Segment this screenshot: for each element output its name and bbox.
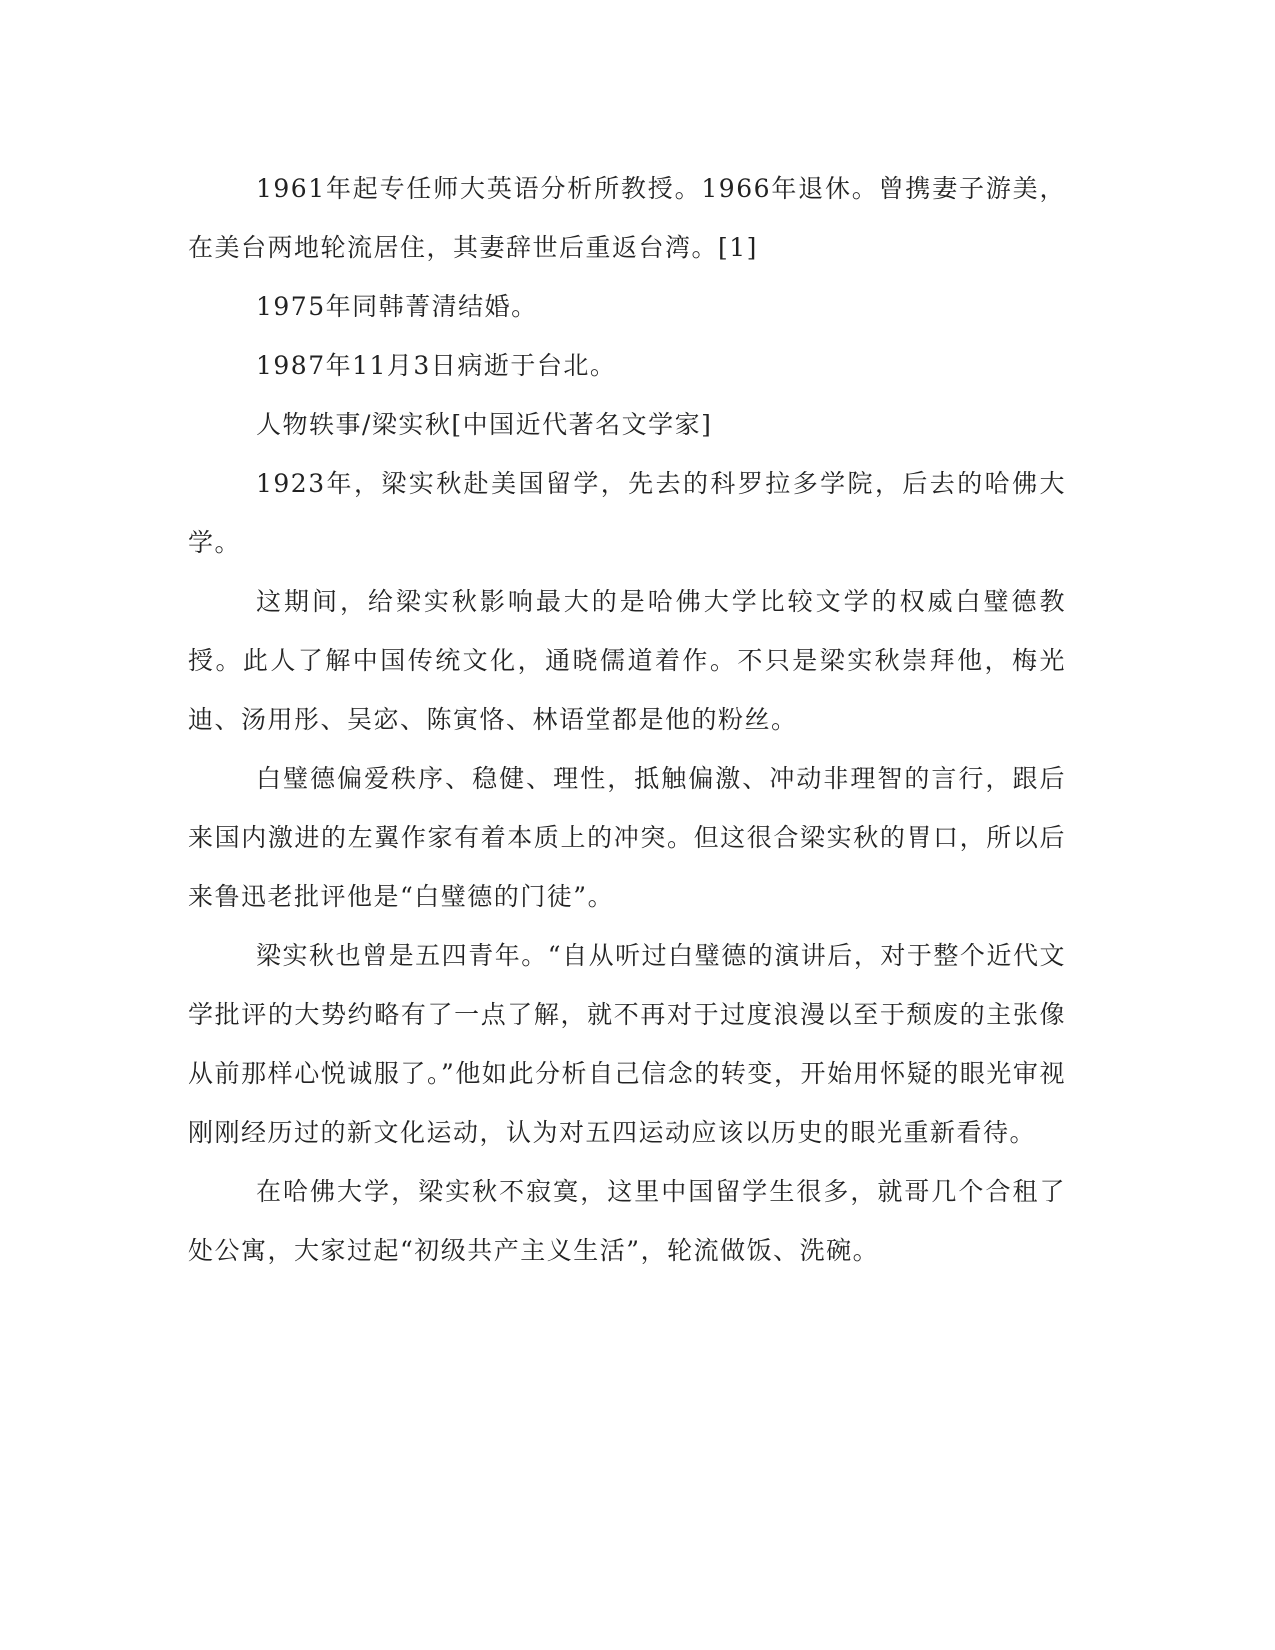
paragraph-harvard-life: 在哈佛大学，梁实秋不寂寞，这里中国留学生很多，就哥几个合租了处公寓，大家过起“初级共产主义生活”，轮流做饭、洗碗。	[188, 1177, 1066, 1265]
paragraph-death: 1987年11月3日病逝于台北。	[256, 351, 617, 380]
paragraph-babbitt-influence: 这期间，给梁实秋影响最大的是哈佛大学比较文学的权威白璧德教授。此人了解中国传统文化，通晓儒道着作。不只是梁实秋崇拜他，梅光迪、汤用彤、吴宓、陈寅恪、林语堂都是他的粉丝。	[188, 587, 1066, 734]
paragraph-babbitt-views: 白璧德偏爱秩序、稳健、理性，抵触偏激、冲动非理智的言行，跟后来国内激进的左翼作家有着本质上的冲突。但这很合梁实秋的胃口，所以后来鲁迅老批评他是“白璧德的门徒”。	[188, 764, 1066, 911]
paragraph-marriage: 1975年同韩菁清结婚。	[256, 292, 538, 321]
paragraph-study-abroad: 1923年，梁实秋赴美国留学，先去的科罗拉多学院，后去的哈佛大学。	[188, 469, 1066, 557]
paragraph-may-fourth: 梁实秋也曾是五四青年。“自从听过白璧德的演讲后，对于整个近代文学批评的大势约略有了一点了解，就不再对于过度浪漫以至于颓废的主张像从前那样心悦诚服了。”他如此分析自己信念的转变，开始用怀疑的眼光审视刚刚经历过的新文化运动，认为对五四运动应该以历史的眼光重新看待。	[188, 941, 1066, 1147]
paragraph-retirement: 1961年起专任师大英语分析所教授。1966年退休。曾携妻子游美，在美台两地轮流居住，其妻辞世后重返台湾。[1]	[188, 174, 1066, 262]
document-body	[188, 159, 1066, 1280]
section-heading-anecdotes: 人物轶事/梁实秋[中国近代著名文学家]	[256, 410, 713, 439]
